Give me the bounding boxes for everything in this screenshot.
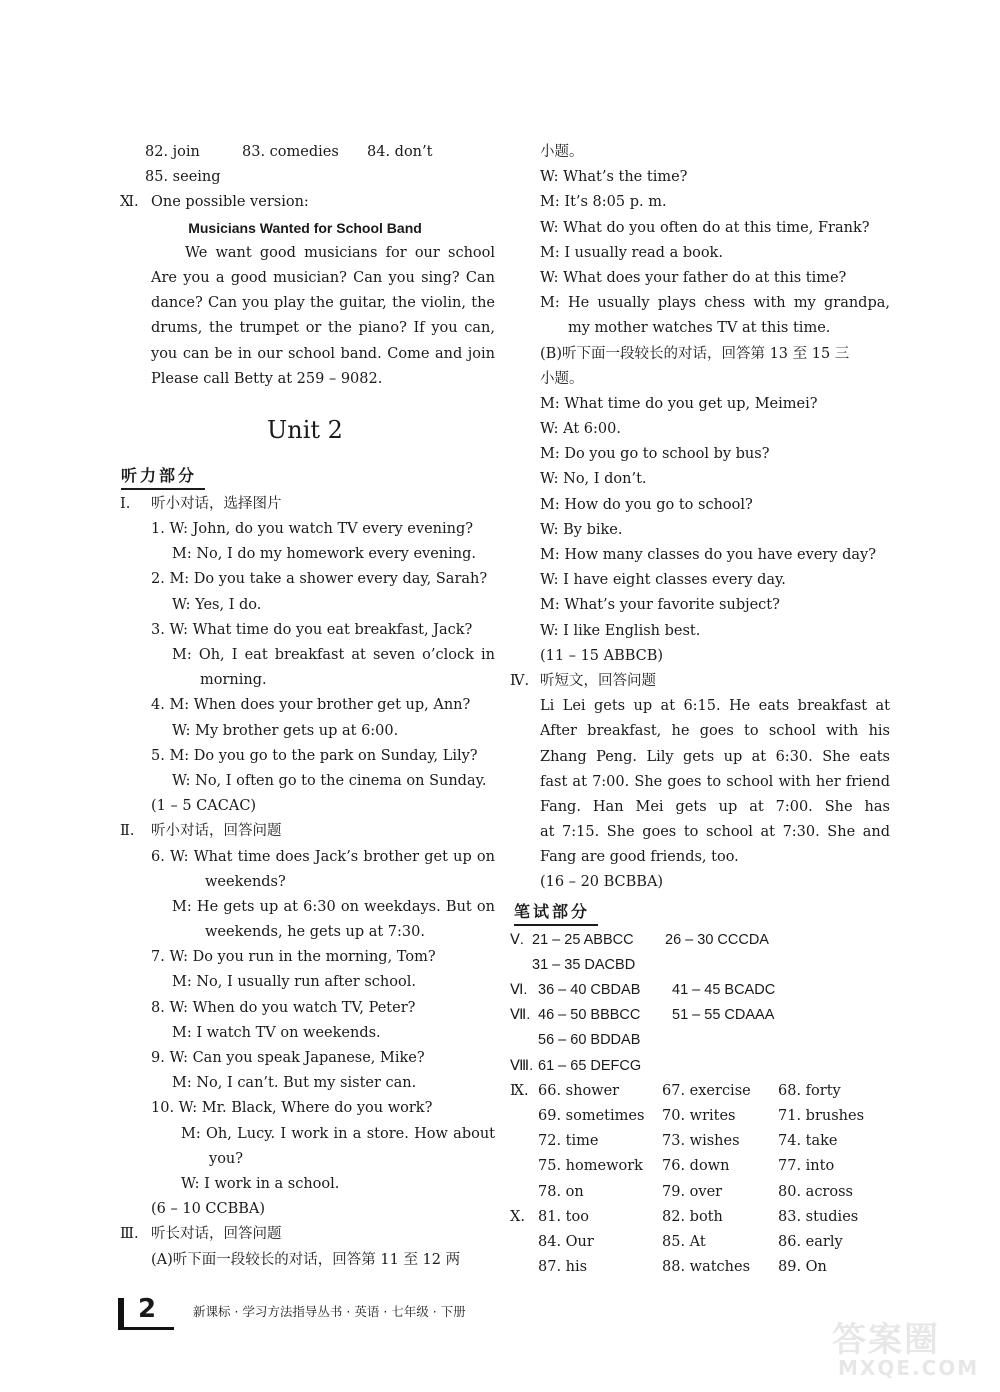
footer-series-title: 新课标 · 学习方法指导丛书 · 英语 · 七年级 · 下册 [193, 1304, 466, 1319]
dialog-line: M: He usually plays chess with my grandpa, [540, 295, 890, 312]
answer-word: 75. homework [538, 1158, 643, 1175]
dialog-intro-continued: 小题。 [540, 144, 584, 160]
section-ix-row [510, 1154, 890, 1179]
passage-line: Zhang Peng. Lily gets up at 6:30. She eats [540, 748, 890, 765]
passage-line: fast at 7:00. She goes to school with her friend [540, 773, 890, 790]
band-ad-line: Please call Betty at 259 – 9082. [151, 370, 383, 387]
answer-83: 83. comedies [242, 144, 339, 160]
section-iii [115, 1222, 495, 1247]
answer-word: 74. take [778, 1133, 838, 1150]
answer-word: 83. studies [778, 1208, 859, 1225]
section-number: Ⅵ. [510, 982, 528, 998]
dialog-line: 8. W: When do you watch TV, Peter? [151, 999, 416, 1016]
section-title: 听小对话，选择图片 [151, 495, 282, 512]
answer-key: 36 – 40 CBDAB [538, 982, 641, 998]
band-ad-line: dance? Can you play the guitar, the violin, the [151, 295, 495, 312]
answer-word: 87. his [538, 1259, 588, 1276]
answer-key: 41 – 45 BCADC [672, 982, 776, 998]
passage-line: After breakfast, he goes to school with his [540, 723, 890, 740]
answer-word: 68. forty [778, 1082, 841, 1099]
dialog-line: W: I have eight classes every day. [540, 572, 786, 589]
section-number: Ⅱ. [120, 823, 135, 840]
dialog-intro: (A)听下面一段较长的对话，回答第 11 至 12 两 [151, 1251, 461, 1268]
answer-key: 46 – 50 BBBCC [538, 1007, 641, 1024]
dialog-line: M: No, I do my homework every evening. [172, 546, 476, 563]
band-ad-line: We want good musicians for our school [185, 244, 495, 261]
answer-key: 21 – 25 ABBCC [532, 931, 634, 948]
section-ix-row [510, 1079, 890, 1104]
answer-word: 86. early [778, 1233, 843, 1250]
answer-word: 72. time [538, 1133, 599, 1150]
section-i [115, 492, 495, 517]
section-number: Ⅹ. [510, 1208, 525, 1225]
section-iv [510, 669, 890, 694]
answer-word: 80. across [778, 1183, 853, 1200]
dialog-line: 5. M: Do you go to the park on Sunday, Lily? [151, 747, 478, 764]
left-column [115, 140, 495, 1273]
watermark-bottom: MXQE.COM [838, 1356, 980, 1380]
right-column [510, 140, 890, 1280]
passage-line: at 7:15. She goes to school at 7:30. She and [540, 824, 890, 841]
dialog-line: M: No, I usually run after school. [172, 974, 416, 991]
section-number: Ⅷ. [510, 1057, 534, 1074]
section-title: 听短文，回答问题 [540, 672, 656, 689]
answer-word: 76. down [662, 1158, 730, 1175]
answer-key: 31 – 35 DACBD [532, 956, 636, 973]
section-v [510, 928, 890, 953]
band-ad-line: drums, the trumpet or the piano? If you can, [151, 320, 495, 337]
answer-word: 71. brushes [778, 1107, 865, 1124]
watermark [820, 1312, 985, 1387]
answer-word: 84. Our [538, 1233, 594, 1250]
unit-title: Unit 2 [267, 415, 343, 444]
section-number: Ⅴ. [510, 931, 524, 948]
section-x-row [510, 1230, 890, 1255]
passage-line: Li Lei gets up at 6:15. He eats breakfast at [540, 698, 890, 715]
dialog-line: W: Yes, I do. [172, 596, 262, 613]
dialog-line: M: I usually read a book. [540, 244, 723, 261]
answer-key: (1 – 5 CACAC) [151, 798, 257, 815]
dialog-line: W: I like English best. [540, 622, 701, 639]
written-header: 笔试部分 [514, 898, 598, 926]
dialog-line: W: At 6:00. [540, 421, 621, 438]
section-ix-row [510, 1129, 890, 1154]
dialog-line: 9. W: Can you speak Japanese, Mike? [151, 1050, 425, 1066]
section-vii [510, 1003, 890, 1028]
band-ad-line: you can be in our school band. Come and join [151, 345, 495, 362]
passage-line: Fang. Han Mei gets up at 7:00. She has [540, 798, 890, 815]
section-vi [510, 978, 890, 1003]
answer-84: 84. don’t [367, 144, 433, 160]
section-v-cont [510, 953, 890, 978]
section-number: Ⅲ. [120, 1226, 139, 1243]
answer-85: 85. seeing [145, 169, 221, 186]
section-number: Ⅳ. [510, 672, 530, 689]
dialog-line: W: I work in a school. [181, 1175, 340, 1192]
section-title: One possible version: [151, 194, 309, 211]
answer-word: 85. At [662, 1233, 706, 1250]
dialog-intro: 小题。 [540, 370, 584, 387]
answer-row-85 [115, 165, 495, 190]
dialog-line: morning. [200, 672, 267, 689]
dialog-line: M: I watch TV on weekends. [172, 1024, 381, 1041]
section-number: Ⅶ. [510, 1007, 531, 1024]
dialog-line: weekends? [205, 873, 286, 890]
section-number: Ⅰ. [120, 495, 131, 512]
dialog-line: M: He gets up at 6:30 on weekdays. But on [172, 898, 495, 915]
dialog-line: M: It’s 8:05 p. m. [540, 194, 667, 211]
section-vii-cont [510, 1028, 890, 1053]
dialog-line: M: Oh, Lucy. I work in a store. How about [181, 1125, 495, 1142]
dialog-line: M: How do you go to school? [540, 496, 753, 513]
answer-word: 66. shower [538, 1082, 620, 1099]
answer-key: 61 – 65 DEFCG [538, 1057, 642, 1074]
dialog-line: weekends, he gets up at 7:30. [205, 924, 425, 941]
dialog-line: you? [209, 1150, 244, 1167]
dialog-line: 1. W: John, do you watch TV every evening? [151, 521, 474, 538]
section-viii [510, 1054, 890, 1079]
section-number: Ⅸ. [510, 1082, 529, 1099]
answer-word: 89. On [778, 1259, 827, 1276]
dialog-line: M: How many classes do you have every day? [540, 547, 877, 563]
band-ad-line: Are you a good musician? Can you sing? Can [151, 269, 495, 286]
section-xi [115, 190, 495, 215]
dialog-line: W: My brother gets up at 6:00. [172, 722, 399, 739]
dialog-line: 7. W: Do you run in the morning, Tom? [151, 949, 436, 966]
section-title: 听小对话，回答问题 [151, 823, 282, 840]
dialog-line: W: By bike. [540, 521, 623, 538]
answer-word: 88. watches [662, 1259, 751, 1276]
footer-bar [118, 1298, 124, 1330]
listening-header: 听力部分 [121, 462, 205, 490]
dialog-line: M: No, I can’t. But my sister can. [172, 1075, 417, 1092]
dialog-line: M: What time do you get up, Meimei? [540, 395, 818, 412]
band-ad-title: Musicians Wanted for School Band [188, 219, 422, 236]
footer-baseline [118, 1327, 174, 1330]
answer-row-82-84 [115, 140, 495, 165]
dialog-line: M: Oh, I eat breakfast at seven o’clock in [172, 647, 495, 663]
dialog-line: W: No, I often go to the cinema on Sunday. [172, 772, 487, 789]
dialog-line: W: No, I don’t. [540, 471, 647, 488]
section-ix-row [510, 1180, 890, 1205]
section-x-row [510, 1205, 890, 1230]
dialog-line: W: What do you often do at this time, Frank? [540, 219, 870, 236]
dialog-line: W: What’s the time? [540, 169, 688, 186]
answer-key: 26 – 30 CCCDA [665, 931, 769, 948]
answer-word: 69. sometimes [538, 1107, 645, 1124]
section-number: Ⅺ. [120, 194, 139, 211]
page-footer [118, 1290, 578, 1330]
answer-82: 82. join [145, 144, 200, 160]
section-title: 听长对话，回答问题 [151, 1226, 282, 1243]
answer-word: 73. wishes [662, 1133, 740, 1150]
answer-key: 56 – 60 BDDAB [538, 1032, 641, 1049]
section-x-row [510, 1255, 890, 1280]
answer-word: 77. into [778, 1158, 835, 1175]
passage-line: Fang are good friends, too. [540, 849, 739, 866]
dialog-line: 3. W: What time do you eat breakfast, Jack? [151, 621, 473, 638]
answer-word: 79. over [662, 1183, 723, 1200]
dialog-line: 10. W: Mr. Black, Where do you work? [151, 1100, 433, 1117]
answer-key: (6 – 10 CCBBA) [151, 1201, 266, 1218]
dialog-line: my mother watches TV at this time. [568, 320, 831, 337]
dialog-intro: (B)听下面一段较长的对话，回答第 13 至 15 三 [540, 345, 850, 362]
dialog-line: W: What does your father do at this time? [540, 269, 847, 286]
dialog-line: 2. M: Do you take a shower every day, Sarah? [151, 571, 488, 588]
dialog-line: M: Do you go to school by bus? [540, 446, 770, 463]
answer-word: 70. writes [662, 1107, 736, 1124]
dialog-line: M: What’s your favorite subject? [540, 597, 780, 614]
answer-key: 51 – 55 CDAAA [672, 1007, 775, 1024]
page-number: 2 [138, 1294, 157, 1324]
dialog-line: 6. W: What time does Jack’s brother get up on [151, 848, 495, 865]
section-ii [115, 819, 495, 844]
answer-key: (11 – 15 ABBCB) [540, 647, 664, 664]
answer-word: 67. exercise [662, 1082, 751, 1099]
section-ix-row [510, 1104, 890, 1129]
answer-key: (16 – 20 BCBBA) [540, 874, 664, 891]
answer-word: 78. on [538, 1183, 584, 1200]
dialog-line: 4. M: When does your brother get up, Ann? [151, 697, 471, 714]
answer-word: 81. too [538, 1208, 589, 1225]
watermark-top: 答案圈 [832, 1320, 940, 1360]
answer-word: 82. both [662, 1208, 723, 1225]
